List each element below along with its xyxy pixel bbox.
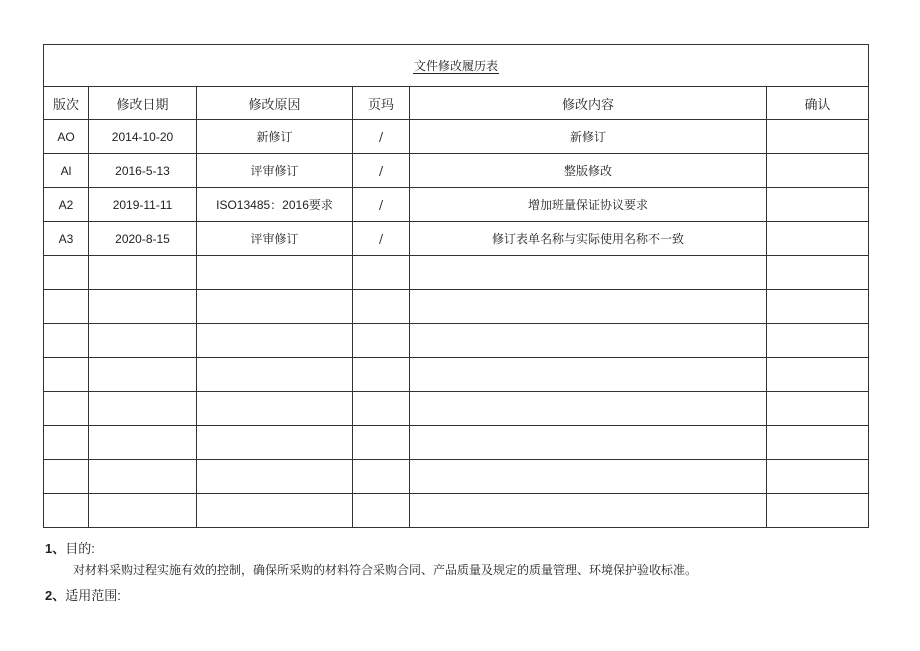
cell-content [410, 290, 767, 324]
cell-content [410, 256, 767, 290]
cell-reason [197, 358, 353, 392]
revision-history-table [43, 44, 869, 528]
cell-confirm [767, 392, 869, 426]
cell-page: / [353, 188, 410, 222]
cell-date: 2016-5-13 [89, 154, 197, 188]
cell-content: 新修订 [410, 120, 767, 154]
table-row [44, 426, 869, 460]
cell-page [353, 392, 410, 426]
cell-confirm [767, 256, 869, 290]
cell-date: 2020-8-15 [89, 222, 197, 256]
table-row [44, 256, 869, 290]
cell-page [353, 494, 410, 528]
cell-version [44, 426, 89, 460]
cell-content: 整版修改 [410, 154, 767, 188]
cell-page: / [353, 222, 410, 256]
table-row [44, 188, 869, 222]
cell-reason [197, 426, 353, 460]
cell-page [353, 460, 410, 494]
cell-page [353, 256, 410, 290]
cell-page [353, 324, 410, 358]
cell-date: 2014-10-20 [89, 120, 197, 154]
table-row [44, 290, 869, 324]
cell-confirm [767, 324, 869, 358]
cell-confirm [767, 222, 869, 256]
table-row [44, 120, 869, 154]
table-row [44, 460, 869, 494]
cell-version: AO [44, 120, 89, 154]
section-number: 2 [45, 588, 53, 603]
table-title: 文件修改履历表 [414, 59, 499, 73]
table-header-row [44, 87, 869, 120]
cell-reason: 新修订 [197, 120, 353, 154]
section-heading: 适用范围: [65, 588, 121, 603]
cell-page [353, 426, 410, 460]
cell-content: 修订表单名称与实际使用名称不一致 [410, 222, 767, 256]
cell-date [89, 256, 197, 290]
cell-confirm [767, 120, 869, 154]
cell-content [410, 324, 767, 358]
cell-date [89, 494, 197, 528]
table-row [44, 358, 869, 392]
header-page: 页玛 [353, 87, 410, 120]
cell-version: A3 [44, 222, 89, 256]
cell-confirm [767, 494, 869, 528]
section-scope-heading [45, 585, 121, 604]
cell-date [89, 392, 197, 426]
cell-date [89, 324, 197, 358]
cell-version [44, 290, 89, 324]
header-date: 修改日期 [89, 87, 197, 120]
cell-reason [197, 290, 353, 324]
table-row [44, 392, 869, 426]
cell-date: 2019-11-11 [89, 188, 197, 222]
cell-version [44, 494, 89, 528]
cell-reason: ISO13485：2016要求 [197, 188, 353, 222]
cell-reason [197, 494, 353, 528]
cell-version [44, 256, 89, 290]
cell-reason [197, 392, 353, 426]
section-separator: 、 [52, 588, 66, 603]
cell-date [89, 358, 197, 392]
cell-date [89, 460, 197, 494]
cell-date [89, 426, 197, 460]
cell-confirm [767, 358, 869, 392]
header-reason: 修改原因 [197, 87, 353, 120]
cell-confirm [767, 188, 869, 222]
table-row [44, 494, 869, 528]
header-confirm: 确认 [767, 87, 869, 120]
section-purpose-body: 对材料采购过程实施有效的控制，确保所采购的材料符合采购合同、产品质量及规定的质量管理、环境保护验收标准。 [73, 563, 698, 577]
section-number: 1 [45, 541, 53, 556]
cell-confirm [767, 426, 869, 460]
cell-reason: 评审修订 [197, 154, 353, 188]
cell-page [353, 358, 410, 392]
table-row [44, 154, 869, 188]
cell-version: Al [44, 154, 89, 188]
section-purpose-heading [45, 538, 95, 557]
cell-content [410, 460, 767, 494]
cell-content [410, 358, 767, 392]
cell-confirm [767, 290, 869, 324]
cell-version [44, 460, 89, 494]
cell-content [410, 494, 767, 528]
cell-content [410, 392, 767, 426]
cell-page [353, 290, 410, 324]
header-content: 修改内容 [410, 87, 767, 120]
cell-confirm [767, 154, 869, 188]
cell-version [44, 324, 89, 358]
cell-page: / [353, 154, 410, 188]
cell-version: A2 [44, 188, 89, 222]
table-row [44, 222, 869, 256]
cell-version [44, 392, 89, 426]
cell-page: / [353, 120, 410, 154]
cell-reason [197, 460, 353, 494]
section-heading: 目的: [65, 541, 95, 556]
section-separator: 、 [52, 541, 66, 556]
cell-content: 增加班量保证协议要求 [410, 188, 767, 222]
cell-reason: 评审修订 [197, 222, 353, 256]
cell-date [89, 290, 197, 324]
header-version: 版次 [44, 87, 89, 120]
cell-version [44, 358, 89, 392]
cell-content [410, 426, 767, 460]
cell-reason [197, 324, 353, 358]
table-row [44, 324, 869, 358]
cell-confirm [767, 460, 869, 494]
table-title-cell [44, 45, 869, 87]
cell-reason [197, 256, 353, 290]
